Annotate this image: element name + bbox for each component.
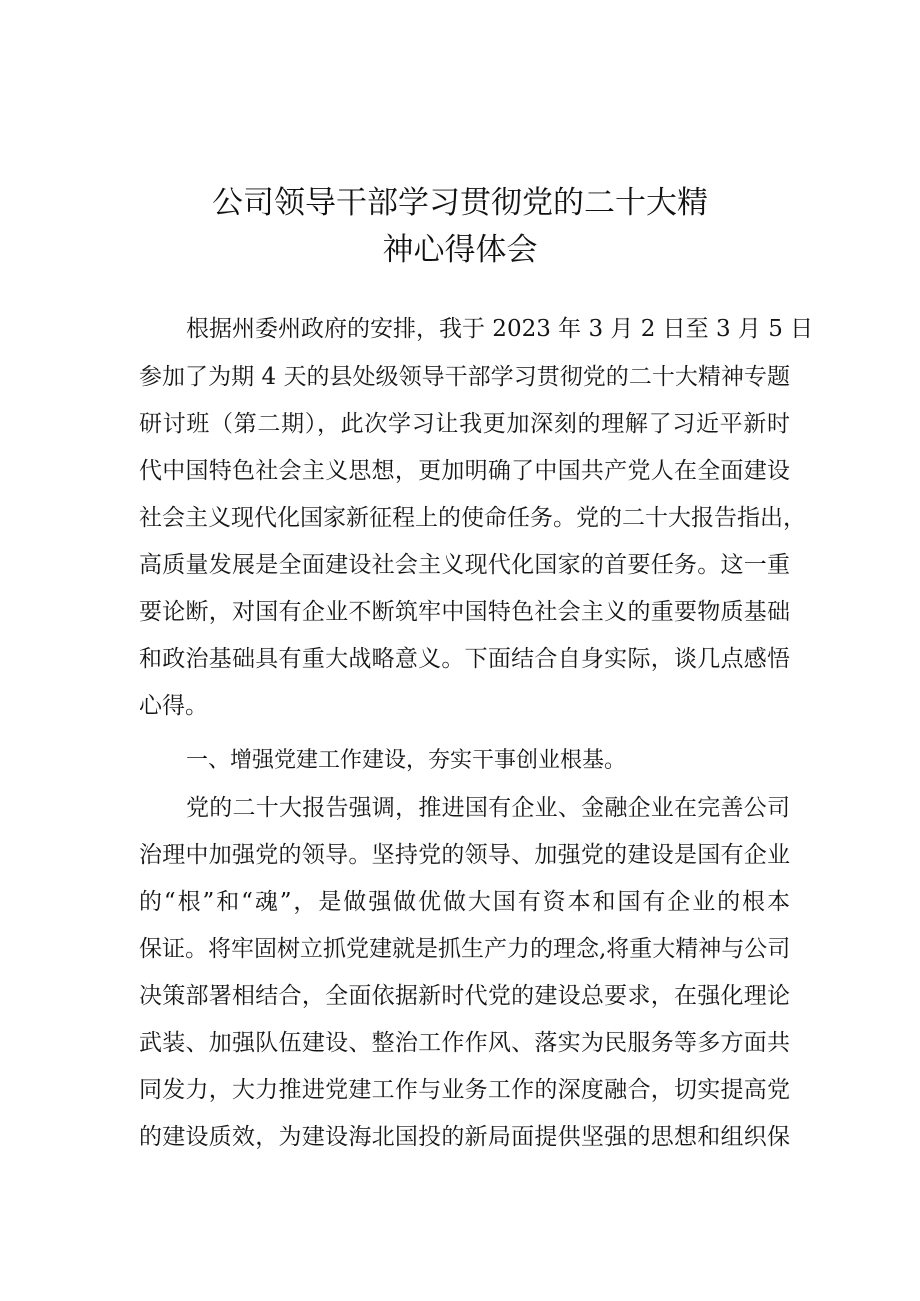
paragraph-line: 根据州委州政府的安排，我于 2023 年 3 月 2 日至 3 月 5 日 bbox=[186, 316, 814, 342]
paragraph-line: 参加了为期 4 天的县处级领导干部学习贯彻党的二十大精神专题 bbox=[139, 364, 790, 390]
document-title-line-1: 公司领导干部学习贯彻党的二十大精 bbox=[212, 185, 708, 221]
paragraph-line: 党的二十大报告强调，推进国有企业、金融企业在完善公司 bbox=[186, 795, 790, 821]
section-heading: 一、增强党建工作建设，夯实干事创业根基。 bbox=[186, 748, 627, 773]
paragraph-line: 要论断，对国有企业不断筑牢中国特色社会主义的重要物质基础 bbox=[139, 599, 790, 625]
paragraph-line: 武装、加强队伍建设、整治工作作风、落实为民服务等多方面共 bbox=[139, 1030, 790, 1056]
paragraph-line: 高质量发展是全面建设社会主义现代化国家的首要任务。这一重 bbox=[139, 552, 790, 578]
paragraph-line: 同发力，大力推进党建工作与业务工作的深度融合，切实提高党 bbox=[139, 1077, 790, 1103]
paragraph-line: 的建设质效，为建设海北国投的新局面提供坚强的思想和组织保 bbox=[139, 1124, 790, 1150]
paragraph-line: 治理中加强党的领导。坚持党的领导、加强党的建设是国有企业 bbox=[139, 842, 790, 868]
paragraph-line: 和政治基础具有重大战略意义。下面结合自身实际，谈几点感悟 bbox=[139, 646, 790, 672]
paragraph-line: 的“根”和“魂”，是做强做优做大国有资本和国有企业的根本 bbox=[139, 889, 790, 915]
document-title-line-2: 神心得体会 bbox=[382, 232, 538, 268]
paragraph-line: 代中国特色社会主义思想，更加明确了中国共产党人在全面建设 bbox=[139, 458, 790, 484]
paragraph-line: 心得。 bbox=[139, 693, 208, 719]
paragraph-line: 保证。将牢固树立抓党建就是抓生产力的理念,将重大精神与公司 bbox=[139, 936, 791, 962]
paragraph-line: 社会主义现代化国家新征程上的使命任务。党的二十大报告指出， bbox=[139, 505, 806, 531]
paragraph-line: 研讨班（第二期），此次学习让我更加深刻的理解了习近平新时 bbox=[139, 411, 790, 437]
paragraph-line: 决策部署相结合，全面依据新时代党的建设总要求，在强化理论 bbox=[139, 983, 790, 1009]
